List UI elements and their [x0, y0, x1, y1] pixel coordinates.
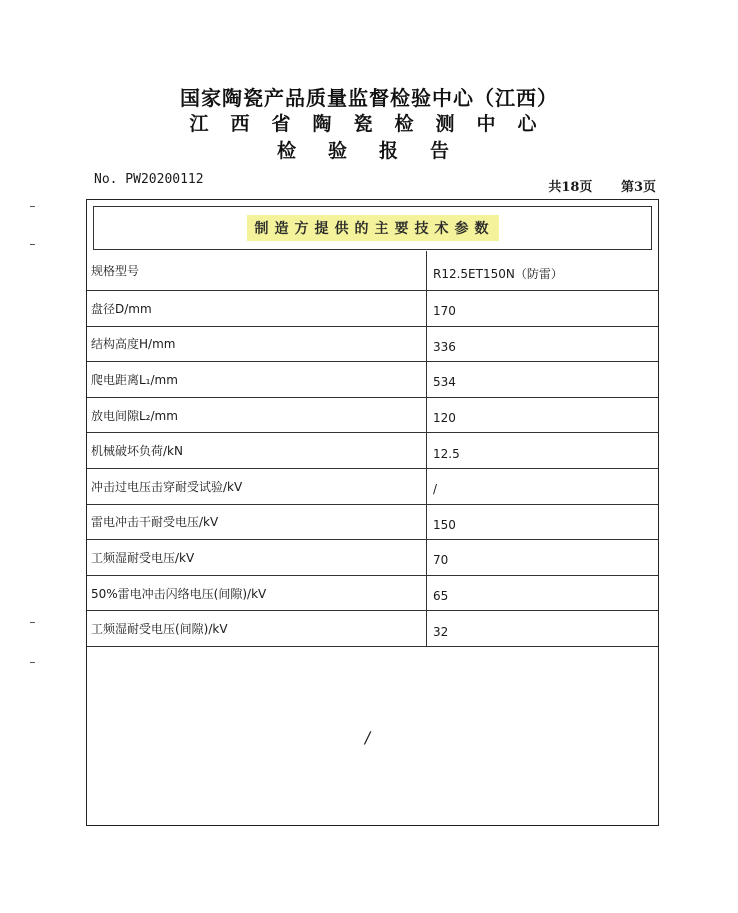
header-provincial-center: 江西省陶瓷检测中心	[189, 113, 559, 135]
row-value: 150	[433, 517, 456, 532]
row-label: 50%雷电冲击闪络电压(间隙)/kV	[87, 576, 427, 611]
header-report-title: 检验报告	[276, 140, 481, 162]
table-row	[87, 251, 658, 291]
table-row	[87, 398, 658, 434]
table-rows	[87, 251, 658, 647]
row-value: R12.5ET150N（防雷）	[433, 267, 563, 281]
row-value: 120	[433, 411, 456, 426]
current-page: 第3页	[620, 180, 656, 195]
row-label: 放电间隙L₂/mm	[87, 398, 427, 433]
row-label: 冲击过电压击穿耐受试验/kV	[87, 469, 427, 504]
scan-artifact	[30, 662, 35, 663]
row-value: 336	[433, 339, 456, 354]
row-label: 盘径D/mm	[87, 291, 427, 326]
row-label: 结构高度H/mm	[87, 327, 427, 362]
table-title: 制造方提供的主要技术参数	[247, 215, 499, 241]
table-row	[87, 505, 658, 541]
report-number: No. PW20200112	[94, 172, 204, 187]
blank-area-mark: /	[363, 728, 373, 747]
row-value: 534	[433, 375, 456, 390]
table-row	[87, 291, 658, 327]
table-row	[87, 576, 658, 612]
table-row	[87, 327, 658, 363]
row-label: 工频湿耐受电压(间隙)/kV	[87, 611, 427, 646]
table-row	[87, 362, 658, 398]
row-value: /	[433, 482, 438, 497]
row-label: 雷电冲击干耐受电压/kV	[87, 505, 427, 540]
row-value: 12.5	[433, 446, 460, 461]
scan-artifact	[30, 244, 35, 245]
page-info	[548, 176, 656, 195]
row-label: 爬电距离L₁/mm	[87, 362, 427, 397]
total-pages: 共18页	[548, 180, 593, 195]
row-label: 机械破坏负荷/kN	[87, 433, 427, 468]
table-row	[87, 433, 658, 469]
row-value: 70	[433, 553, 449, 568]
table-row	[87, 540, 658, 576]
row-label: 规格型号	[87, 251, 427, 290]
parameters-table	[86, 199, 659, 826]
row-label: 工频湿耐受电压/kV	[87, 540, 427, 575]
scan-artifact	[30, 206, 35, 207]
scan-artifact	[30, 622, 35, 623]
table-title-row	[93, 206, 652, 250]
row-value: 65	[433, 589, 449, 604]
header-center-name: 国家陶瓷产品质量监督检验中心（江西）	[180, 86, 558, 110]
row-value: 170	[433, 304, 456, 319]
table-row	[87, 611, 658, 647]
row-value: 32	[433, 624, 449, 639]
table-row	[87, 469, 658, 505]
